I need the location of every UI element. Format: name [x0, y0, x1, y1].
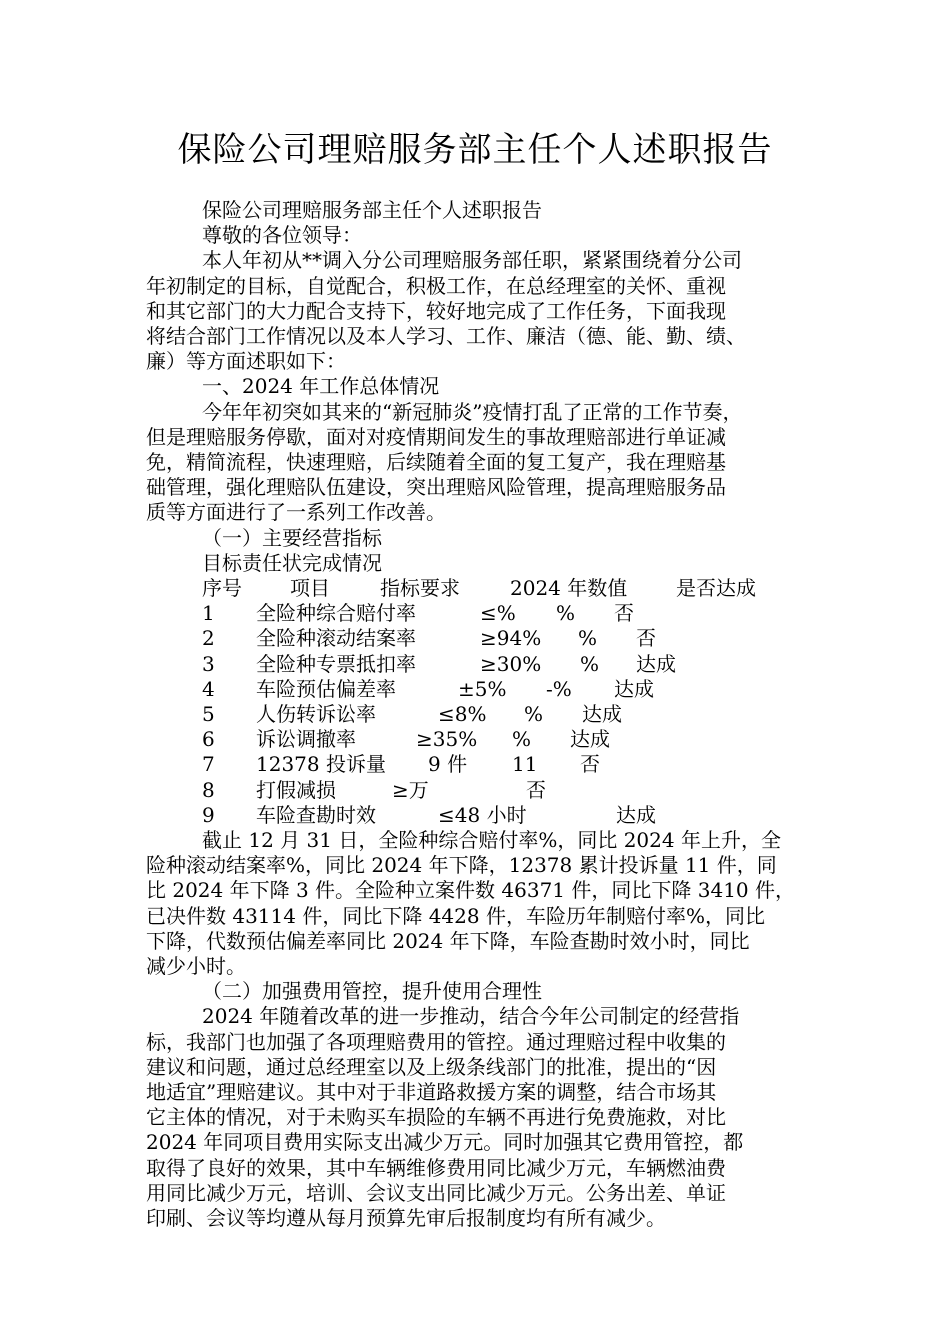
sub2-line: 它主体的情况，对于未购买车损险的车辆不再进行免费施救，对比 [146, 1105, 726, 1130]
table-row [146, 803, 826, 828]
target-table [146, 576, 826, 828]
intro-line: 年初制定的目标，自觉配合，积极工作，在总经理室的关怀、重视 [146, 273, 726, 298]
header-cell: 项目 [290, 576, 330, 601]
cell-value: 11 [512, 752, 538, 777]
document-body [146, 198, 826, 1231]
cell-status: 达成 [636, 651, 676, 676]
sub2-line: 2024 年随着改革的进一步推动，结合今年公司制定的经营指 [202, 1004, 740, 1029]
section1-line: 础管理，强化理赔队伍建设，突出理赔风险管理，提高理赔服务品 [146, 475, 726, 500]
intro-line: 本人年初从**调入分公司理赔服务部任职，紧紧围绕着分公司 [202, 248, 742, 273]
header-cell: 是否达成 [676, 576, 756, 601]
sub2-line: 地适宜”理赔建议。其中对于非道路救援方案的调整，结合市场其 [146, 1079, 717, 1104]
cell-status: 达成 [582, 701, 622, 726]
sub2-line: 取得了良好的效果，其中车辆维修费用同比减少万元，车辆燃油费 [146, 1155, 726, 1180]
subsection-heading: （二）加强费用管控，提升使用合理性 [202, 979, 542, 1004]
summary-line: 下降，代数预估偏差率同比 2024 年下降，车险查勘时效小时，同比 [146, 928, 750, 953]
cell-target: 9 件 [428, 752, 468, 777]
cell-item: 车险预估偏差率 [256, 676, 396, 701]
cell-index: 8 [202, 777, 215, 802]
cell-status: 否 [526, 777, 546, 802]
cell-target: ≥94% [480, 626, 542, 651]
summary-line: 截止 12 月 31 日，全险种综合赔付率%，同比 2024 年上升，全 [202, 827, 781, 852]
cell-value: % [524, 701, 544, 726]
cell-value: % [578, 626, 598, 651]
header-cell: 指标要求 [380, 576, 460, 601]
cell-target: ≤8% [438, 701, 487, 726]
cell-index: 5 [202, 701, 215, 726]
intro-line: 和其它部门的大力配合支持下，较好地完成了工作任务，下面我现 [146, 298, 726, 323]
cell-item: 12378 投诉量 [256, 752, 386, 777]
cell-index: 4 [202, 676, 215, 701]
summary-line: 已决件数 43114 件，同比下降 4428 件，车险历年制赔付率%，同比 [146, 903, 765, 928]
cell-value: % [580, 651, 600, 676]
section1-line: 质等方面进行了一系列工作改善。 [146, 500, 446, 525]
cell-target: ±5% [458, 676, 507, 701]
cell-value: % [512, 727, 532, 752]
cell-status: 否 [614, 601, 634, 626]
sub2-line: 标，我部门也加强了各项理赔费用的管控。通过理赔过程中收集的 [146, 1029, 726, 1054]
cell-item: 人伤转诉讼率 [256, 701, 376, 726]
table-row [146, 702, 826, 727]
summary-line: 比 2024 年下降 3 件。全险种立案件数 46371 件，同比下降 3410 件， [146, 878, 796, 903]
cell-target: ≥万 [392, 777, 429, 802]
cell-index: 6 [202, 727, 215, 752]
cell-status: 否 [580, 752, 600, 777]
cell-index: 2 [202, 626, 215, 651]
cell-index: 7 [202, 752, 215, 777]
subtitle-line: 保险公司理赔服务部主任个人述职报告 [202, 198, 542, 222]
cell-item: 打假减损 [256, 777, 336, 802]
intro-line: 廉）等方面述职如下： [146, 349, 346, 374]
table-row [146, 601, 826, 626]
cell-item: 全险种滚动结案率 [256, 626, 416, 651]
cell-index: 1 [202, 601, 215, 626]
header-cell: 2024 年数值 [510, 576, 628, 601]
sub2-line: 印刷、会议等均遵从每月预算先审后报制度均有所有减少。 [146, 1205, 666, 1230]
greeting-line: 尊敬的各位领导： [202, 223, 362, 248]
cell-item: 全险种专票抵扣率 [256, 651, 416, 676]
table-row [146, 752, 826, 777]
section1-line: 免，精简流程，快速理赔，后续随着全面的复工复产，我在理赔基 [146, 450, 726, 475]
table-row [146, 626, 826, 651]
sub2-line: 2024 年同项目费用实际支出减少万元。同时加强其它费用管控，都 [146, 1130, 744, 1155]
intro-line: 将结合部门工作情况以及本人学习、工作、廉洁（德、能、勤、绩、 [146, 324, 746, 349]
cell-target: ≥35% [416, 727, 478, 752]
subsection-heading: （一）主要经营指标 [202, 525, 382, 550]
table-header-row [146, 576, 826, 601]
cell-status: 达成 [570, 727, 610, 752]
table-caption: 目标责任状完成情况 [202, 550, 382, 575]
cell-target: ≤48 小时 [438, 802, 527, 827]
cell-item: 诉讼调撤率 [256, 727, 356, 752]
section1-line: 今年年初突如其来的“新冠肺炎”疫情打乱了正常的工作节奏， [202, 399, 743, 424]
cell-target: ≥30% [480, 651, 542, 676]
table-row [146, 652, 826, 677]
sub2-line: 用同比减少万元，培训、会议支出同比减少万元。公务出差、单证 [146, 1180, 726, 1205]
cell-status: 达成 [616, 802, 656, 827]
cell-status: 达成 [614, 676, 654, 701]
cell-status: 否 [636, 626, 656, 651]
cell-index: 3 [202, 651, 215, 676]
cell-target: ≤% [480, 601, 516, 626]
cell-item: 全险种综合赔付率 [256, 601, 416, 626]
section1-line: 但是理赔服务停歇，面对对疫情期间发生的事故理赔部进行单证减 [146, 424, 726, 449]
header-cell: 序号 [202, 576, 242, 601]
summary-line: 减少小时。 [146, 953, 246, 978]
table-row [146, 778, 826, 803]
table-row [146, 727, 826, 752]
cell-value: % [556, 601, 576, 626]
cell-value: -% [546, 676, 572, 701]
summary-line: 险种滚动结案率%，同比 2024 年下降，12378 累计投诉量 11 件，同 [146, 853, 777, 878]
sub2-line: 建议和问题，通过总经理室以及上级条线部门的批准，提出的“因 [146, 1054, 717, 1079]
document-title: 保险公司理赔服务部主任个人述职报告 [177, 130, 773, 170]
table-row [146, 677, 826, 702]
section-heading: 一、2024 年工作总体情况 [202, 374, 440, 399]
cell-item: 车险查勘时效 [256, 802, 376, 827]
cell-index: 9 [202, 802, 215, 827]
